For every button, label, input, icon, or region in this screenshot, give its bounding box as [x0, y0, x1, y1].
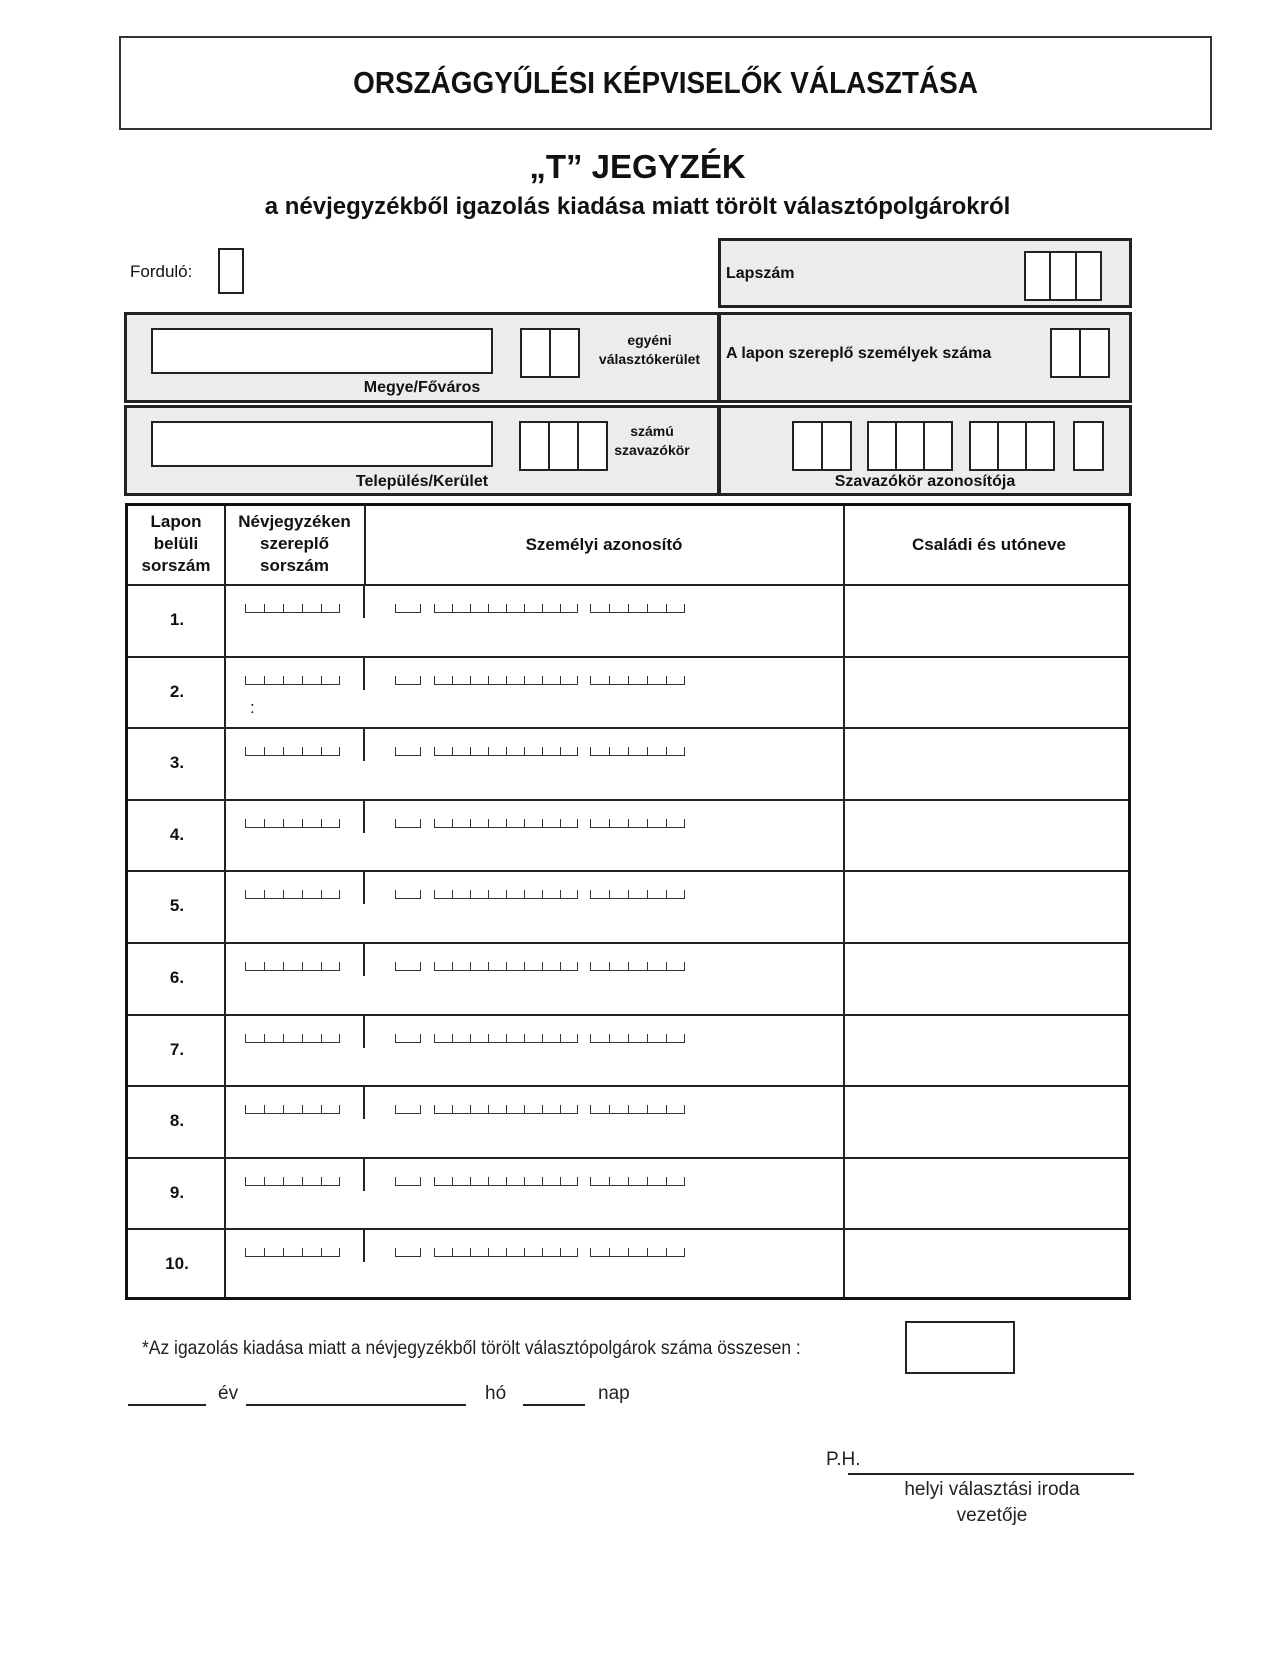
row-number: 7. — [169, 1039, 185, 1059]
name-field[interactable] — [845, 801, 1130, 869]
digit-ticks[interactable] — [395, 747, 421, 756]
azon-digit[interactable] — [999, 421, 1027, 471]
signature-line[interactable] — [848, 1473, 1134, 1475]
digit-ticks[interactable] — [434, 604, 578, 613]
digit-ticks[interactable] — [245, 604, 340, 613]
row-ticks — [128, 1248, 843, 1260]
digit-ticks[interactable] — [434, 1248, 578, 1257]
total-field[interactable] — [905, 1321, 1015, 1374]
szamu-label-line1: számú — [630, 423, 674, 439]
row-separator — [363, 584, 365, 618]
telepules-field[interactable] — [151, 421, 493, 467]
name-field[interactable] — [845, 1230, 1130, 1298]
lapszam-label: Lapszám — [726, 265, 795, 282]
azon-digit[interactable] — [1027, 421, 1055, 471]
szemelyek-digits — [1050, 328, 1110, 378]
digit-ticks[interactable] — [590, 890, 685, 899]
row-number: 3. — [169, 753, 185, 773]
header-lapon — [128, 511, 224, 577]
name-field[interactable] — [845, 658, 1130, 726]
szamu-label — [607, 422, 697, 460]
header-nevj-line3: sorszám — [260, 556, 329, 575]
megye-field[interactable] — [151, 328, 493, 374]
digit-ticks[interactable] — [245, 819, 340, 828]
egyeni-label-line1: egyéni — [627, 332, 672, 348]
digit-ticks[interactable] — [434, 962, 578, 971]
telepules-label: Település/Kerület — [355, 473, 489, 490]
digit-ticks[interactable] — [245, 676, 340, 685]
szavazokor-szam-digit[interactable] — [519, 421, 550, 471]
azon-digit[interactable] — [1073, 421, 1104, 471]
azon-group-3 — [969, 421, 1055, 471]
year-field[interactable] — [128, 1404, 206, 1406]
total-label: *Az igazolás kiadása miatt a névjegyzékből törölt választópolgárok száma összesen : — [142, 1338, 801, 1359]
szamu-label-line2: szavazókör — [614, 442, 690, 458]
table-row — [128, 799, 1128, 871]
row-mark: : — [250, 697, 255, 717]
header-lapon-line1: Lapon — [150, 512, 202, 531]
row-ticks — [128, 676, 843, 688]
table-row — [128, 1014, 1128, 1086]
digit-ticks[interactable] — [434, 1105, 578, 1114]
row-separator — [363, 799, 365, 833]
szemelyek-label: A lapon szereplő személyek száma — [726, 345, 992, 362]
header-szemelyi: Személyi azonosító — [525, 535, 683, 554]
row-separator — [363, 1157, 365, 1191]
document-subtitle: „T” JEGYZÉK — [529, 148, 746, 185]
month-label: hó — [485, 1383, 507, 1404]
row-separator — [363, 870, 365, 904]
azon-digit[interactable] — [925, 421, 953, 471]
digit-ticks[interactable] — [395, 1177, 421, 1186]
azon-group-4 — [1073, 421, 1104, 471]
header-lapon-line3: sorszám — [141, 556, 211, 575]
name-field[interactable] — [845, 1016, 1130, 1084]
digit-ticks[interactable] — [434, 890, 578, 899]
azon-group-2 — [867, 421, 953, 471]
header-csaladi: Családi és utóneve — [911, 535, 1066, 554]
digit-ticks[interactable] — [395, 1248, 421, 1257]
row-number: 1. — [169, 610, 185, 629]
digit-ticks[interactable] — [434, 1177, 578, 1186]
header-nevjegyzek — [225, 511, 364, 577]
row-ticks — [128, 962, 843, 974]
ph-label: P.H. — [826, 1449, 861, 1470]
azon-digit[interactable] — [969, 421, 999, 471]
digit-ticks[interactable] — [590, 1248, 685, 1257]
signature-caption — [870, 1477, 1114, 1529]
digit-ticks[interactable] — [434, 819, 578, 828]
table-row — [128, 942, 1128, 1014]
digit-ticks[interactable] — [395, 1105, 421, 1114]
szavazokor-azon-box — [718, 405, 1132, 496]
row-separator — [363, 727, 365, 761]
table-row — [128, 1228, 1128, 1300]
name-field[interactable] — [845, 1159, 1130, 1227]
megye-box — [124, 312, 720, 403]
row-ticks — [128, 604, 843, 616]
digit-ticks[interactable] — [245, 962, 340, 971]
telepules-box — [124, 405, 720, 496]
row-number: 8. — [169, 1111, 185, 1131]
row-ticks — [128, 819, 843, 831]
oevk-digits — [520, 328, 580, 378]
year-label: év — [218, 1383, 239, 1404]
szavazokor-szam-digit[interactable] — [579, 421, 608, 471]
digit-ticks[interactable] — [434, 676, 578, 685]
oevk-digit[interactable] — [520, 328, 551, 378]
azon-digit[interactable] — [823, 421, 852, 471]
digit-ticks[interactable] — [590, 747, 685, 756]
name-field[interactable] — [845, 944, 1130, 1012]
azon-digit[interactable] — [792, 421, 823, 471]
digit-ticks[interactable] — [590, 1034, 685, 1043]
azon-digit[interactable] — [867, 421, 897, 471]
row-separator — [363, 942, 365, 976]
fordulo-label: Forduló: — [130, 262, 193, 281]
lapszam-box — [718, 238, 1132, 308]
day-label: nap — [598, 1383, 630, 1404]
digit-ticks[interactable] — [245, 1177, 340, 1186]
digit-ticks[interactable] — [590, 1105, 685, 1114]
szemelyek-digit[interactable] — [1081, 328, 1110, 378]
digit-ticks[interactable] — [395, 962, 421, 971]
digit-ticks[interactable] — [395, 676, 421, 685]
digit-ticks[interactable] — [245, 1248, 340, 1257]
name-field[interactable] — [845, 1087, 1130, 1155]
header-nevj-line2: szereplő — [260, 534, 329, 553]
row-number: 6. — [169, 968, 185, 987]
lapszam-digit[interactable] — [1051, 251, 1076, 301]
table-row — [128, 1157, 1128, 1229]
table-row — [128, 656, 1128, 728]
table-row — [128, 727, 1128, 799]
row-number: 4. — [169, 824, 185, 844]
digit-ticks[interactable] — [590, 819, 685, 828]
egyeni-label — [587, 331, 712, 369]
lapszam-digit[interactable] — [1077, 251, 1102, 301]
digit-ticks[interactable] — [395, 1034, 421, 1043]
azon-group-1 — [792, 421, 852, 471]
row-separator — [363, 1228, 365, 1262]
row-ticks — [128, 1177, 843, 1189]
row-number: 9. — [169, 1182, 185, 1202]
header-lapon-line2: belüli — [153, 534, 199, 553]
szavazokor-szam-digit[interactable] — [550, 421, 579, 471]
row-ticks — [128, 747, 843, 759]
table-row — [128, 1085, 1128, 1157]
signature-caption-line2: vezetője — [956, 1505, 1028, 1526]
szemelyek-box — [718, 312, 1132, 403]
day-field[interactable] — [523, 1404, 585, 1406]
digit-ticks[interactable] — [245, 747, 340, 756]
lapszam-digits — [1024, 251, 1102, 297]
digit-ticks[interactable] — [395, 890, 421, 899]
digit-ticks[interactable] — [434, 1034, 578, 1043]
month-field[interactable] — [246, 1404, 466, 1406]
row-separator — [363, 1085, 365, 1119]
megye-label: Megye/Főváros — [363, 379, 481, 396]
lapszam-digit[interactable] — [1024, 251, 1051, 301]
oevk-digit[interactable] — [551, 328, 580, 378]
azon-digit[interactable] — [897, 421, 925, 471]
digit-ticks[interactable] — [245, 1105, 340, 1114]
egyeni-label-line2: választókerület — [598, 351, 701, 367]
digit-ticks[interactable] — [395, 819, 421, 828]
digit-ticks[interactable] — [245, 1034, 340, 1043]
digit-ticks[interactable] — [590, 962, 685, 971]
digit-ticks[interactable] — [434, 747, 578, 756]
digit-ticks[interactable] — [590, 604, 685, 613]
row-number: 10. — [165, 1254, 189, 1274]
name-field[interactable] — [845, 729, 1130, 797]
name-field[interactable] — [845, 872, 1130, 940]
szemelyek-digit[interactable] — [1050, 328, 1081, 378]
document-title: ORSZÁGGYŰLÉSI KÉPVISELŐK VÁLASZTÁSA — [353, 65, 978, 100]
row-separator — [363, 656, 365, 690]
fordulo-field[interactable] — [218, 248, 244, 294]
voter-table — [125, 503, 1131, 1300]
row-number: 5. — [169, 896, 185, 916]
row-ticks — [128, 890, 843, 902]
row-ticks — [128, 1105, 843, 1117]
digit-ticks[interactable] — [245, 890, 340, 899]
header-nevj-line1: Névjegyzéken — [238, 512, 351, 531]
szavazokor-szam-digits — [519, 421, 608, 471]
signature-caption-line1: helyi választási iroda — [904, 1479, 1080, 1500]
digit-ticks[interactable] — [395, 604, 421, 613]
document-description: a névjegyzékből igazolás kiadása miatt törölt választópolgárokról — [264, 193, 1011, 220]
table-row — [128, 870, 1128, 942]
table-row — [128, 584, 1128, 656]
row-separator — [363, 1014, 365, 1048]
row-number: 2. — [169, 681, 185, 701]
title-box — [119, 36, 1212, 130]
digit-ticks[interactable] — [590, 676, 685, 685]
szavazokor-azon-label: Szavazókör azonosítója — [834, 473, 1016, 490]
digit-ticks[interactable] — [590, 1177, 685, 1186]
row-ticks — [128, 1034, 843, 1046]
name-field[interactable] — [845, 586, 1130, 654]
